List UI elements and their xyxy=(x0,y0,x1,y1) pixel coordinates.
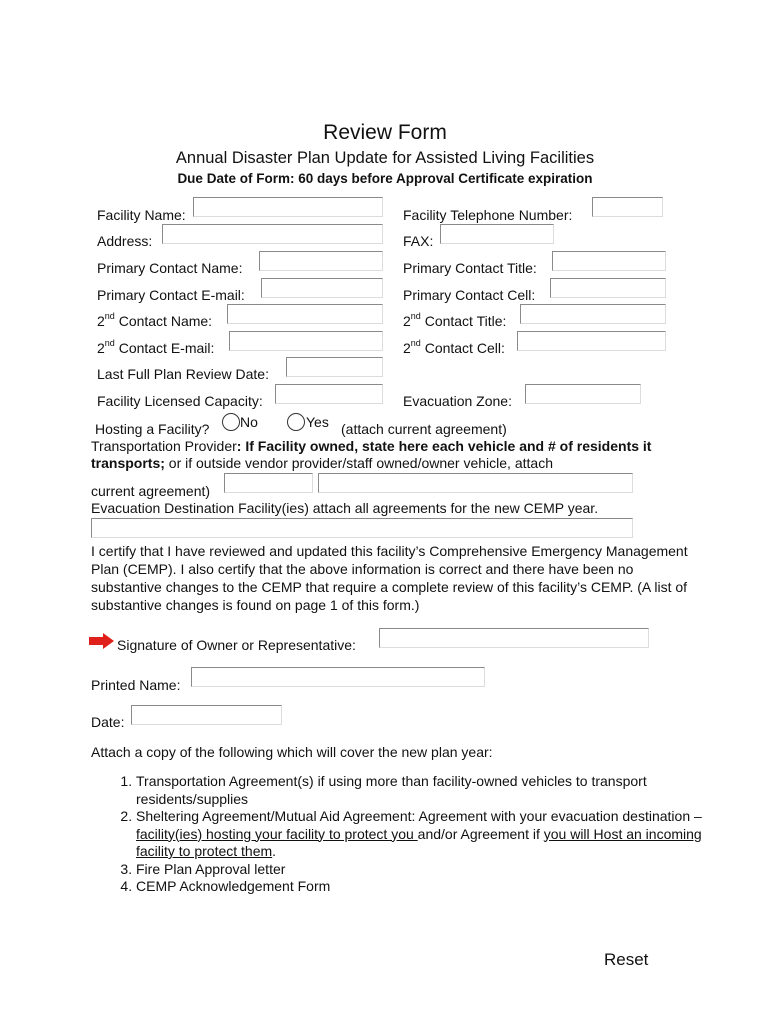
attachments-list xyxy=(91,773,736,896)
date-label: Date: xyxy=(91,714,125,730)
printed-name-label: Printed Name: xyxy=(91,677,181,693)
list-item: 1. Transportation Agreement(s) if using more than facility-owned vehicles to transport residents/supplies xyxy=(136,773,736,808)
hosting-yes-radio[interactable] xyxy=(287,413,305,431)
list-item: 3. Fire Plan Approval letter xyxy=(136,861,736,879)
form-subtitle: Annual Disaster Plan Update for Assisted Living Facilities xyxy=(175,149,595,167)
last-review-date-field[interactable] xyxy=(286,357,383,377)
date-field[interactable] xyxy=(131,705,282,725)
transportation-tail: current agreement) xyxy=(91,483,211,499)
primary-contact-title-label: Primary Contact Title: xyxy=(403,260,537,276)
fax-field[interactable] xyxy=(440,224,554,244)
primary-contact-cell-field[interactable] xyxy=(550,278,666,298)
list-item: 4. CEMP Acknowledgement Form xyxy=(136,878,736,896)
primary-contact-email-field[interactable] xyxy=(261,278,383,298)
address-label: Address: xyxy=(97,233,153,249)
second-contact-cell-field[interactable] xyxy=(517,331,666,351)
due-date-note: Due Date of Form: 60 days before Approval Certificate expiration xyxy=(177,171,593,186)
hosting-note: (attach current agreement) xyxy=(341,421,507,437)
fax-label: FAX: xyxy=(403,233,434,249)
evacuation-zone-field[interactable] xyxy=(525,384,641,404)
primary-contact-name-label: Primary Contact Name: xyxy=(97,260,243,276)
transportation-provider-text: Transportation Provider: If Facility owned, state here each vehicle and # of residents it transports; or if outside vendor provider/staff owned/owner vehicle, attach xyxy=(91,438,652,471)
second-contact-title-label: 2nd Contact Title: xyxy=(403,311,507,329)
second-contact-email-field[interactable] xyxy=(229,331,383,351)
transportation-residents-field[interactable] xyxy=(318,473,633,493)
printed-name-field[interactable] xyxy=(191,667,485,687)
hosting-yes-label: Yes xyxy=(306,414,329,430)
attach-intro: Attach a copy of the following which will cover the new plan year: xyxy=(91,744,493,760)
primary-contact-email-label: Primary Contact E-mail: xyxy=(97,287,245,303)
primary-contact-title-field[interactable] xyxy=(552,251,666,271)
primary-contact-cell-label: Primary Contact Cell: xyxy=(403,287,536,303)
evacuation-zone-label: Evacuation Zone: xyxy=(403,393,512,409)
licensed-capacity-field[interactable] xyxy=(275,384,383,404)
last-review-date-label: Last Full Plan Review Date: xyxy=(97,366,269,382)
list-item: 2. Sheltering Agreement/Mutual Aid Agreement: Agreement with your evacuation destination – facility(ies) hosting your facility to protect you and/or Agreement if you will Host an incoming facility to protect them. xyxy=(136,808,736,861)
certification-text: I certify that I have reviewed and updated this facility’s Comprehensive Emergency Management Plan (CEMP). I also certify that the above information is correct and there have been no substantive changes to the CEMP that require a complete review of this facility’s CEMP. (A list of substantive changes is found on page 1 of this form.) xyxy=(91,543,688,613)
facility-name-field[interactable] xyxy=(193,197,383,217)
second-contact-title-field[interactable] xyxy=(520,304,666,324)
facility-name-label: Facility Name: xyxy=(97,207,186,223)
arrow-right-icon xyxy=(89,633,115,649)
licensed-capacity-label: Facility Licensed Capacity: xyxy=(97,393,263,409)
hosting-no-label: No xyxy=(240,414,258,430)
signature-label: Signature of Owner or Representative: xyxy=(117,637,356,653)
second-contact-name-label: 2nd Contact Name: xyxy=(97,311,213,329)
primary-contact-name-field[interactable] xyxy=(259,251,383,271)
facility-phone-field[interactable] xyxy=(592,197,663,217)
hosting-label: Hosting a Facility? xyxy=(95,421,210,437)
hosting-no-radio[interactable] xyxy=(222,413,240,431)
transportation-vehicle-field[interactable] xyxy=(224,473,313,493)
reset-button[interactable]: Reset xyxy=(604,950,649,969)
facility-phone-label: Facility Telephone Number: xyxy=(403,207,573,223)
evacuation-destination-label: Evacuation Destination Facility(ies) attach all agreements for the new CEMP year. xyxy=(91,500,599,516)
address-field[interactable] xyxy=(162,224,383,244)
second-contact-name-field[interactable] xyxy=(227,304,383,324)
signature-field[interactable] xyxy=(379,628,649,648)
form-title: Review Form xyxy=(323,121,447,144)
evacuation-destination-field[interactable] xyxy=(91,518,633,538)
second-contact-email-label: 2nd Contact E-mail: xyxy=(97,338,215,356)
second-contact-cell-label: 2nd Contact Cell: xyxy=(403,338,505,356)
